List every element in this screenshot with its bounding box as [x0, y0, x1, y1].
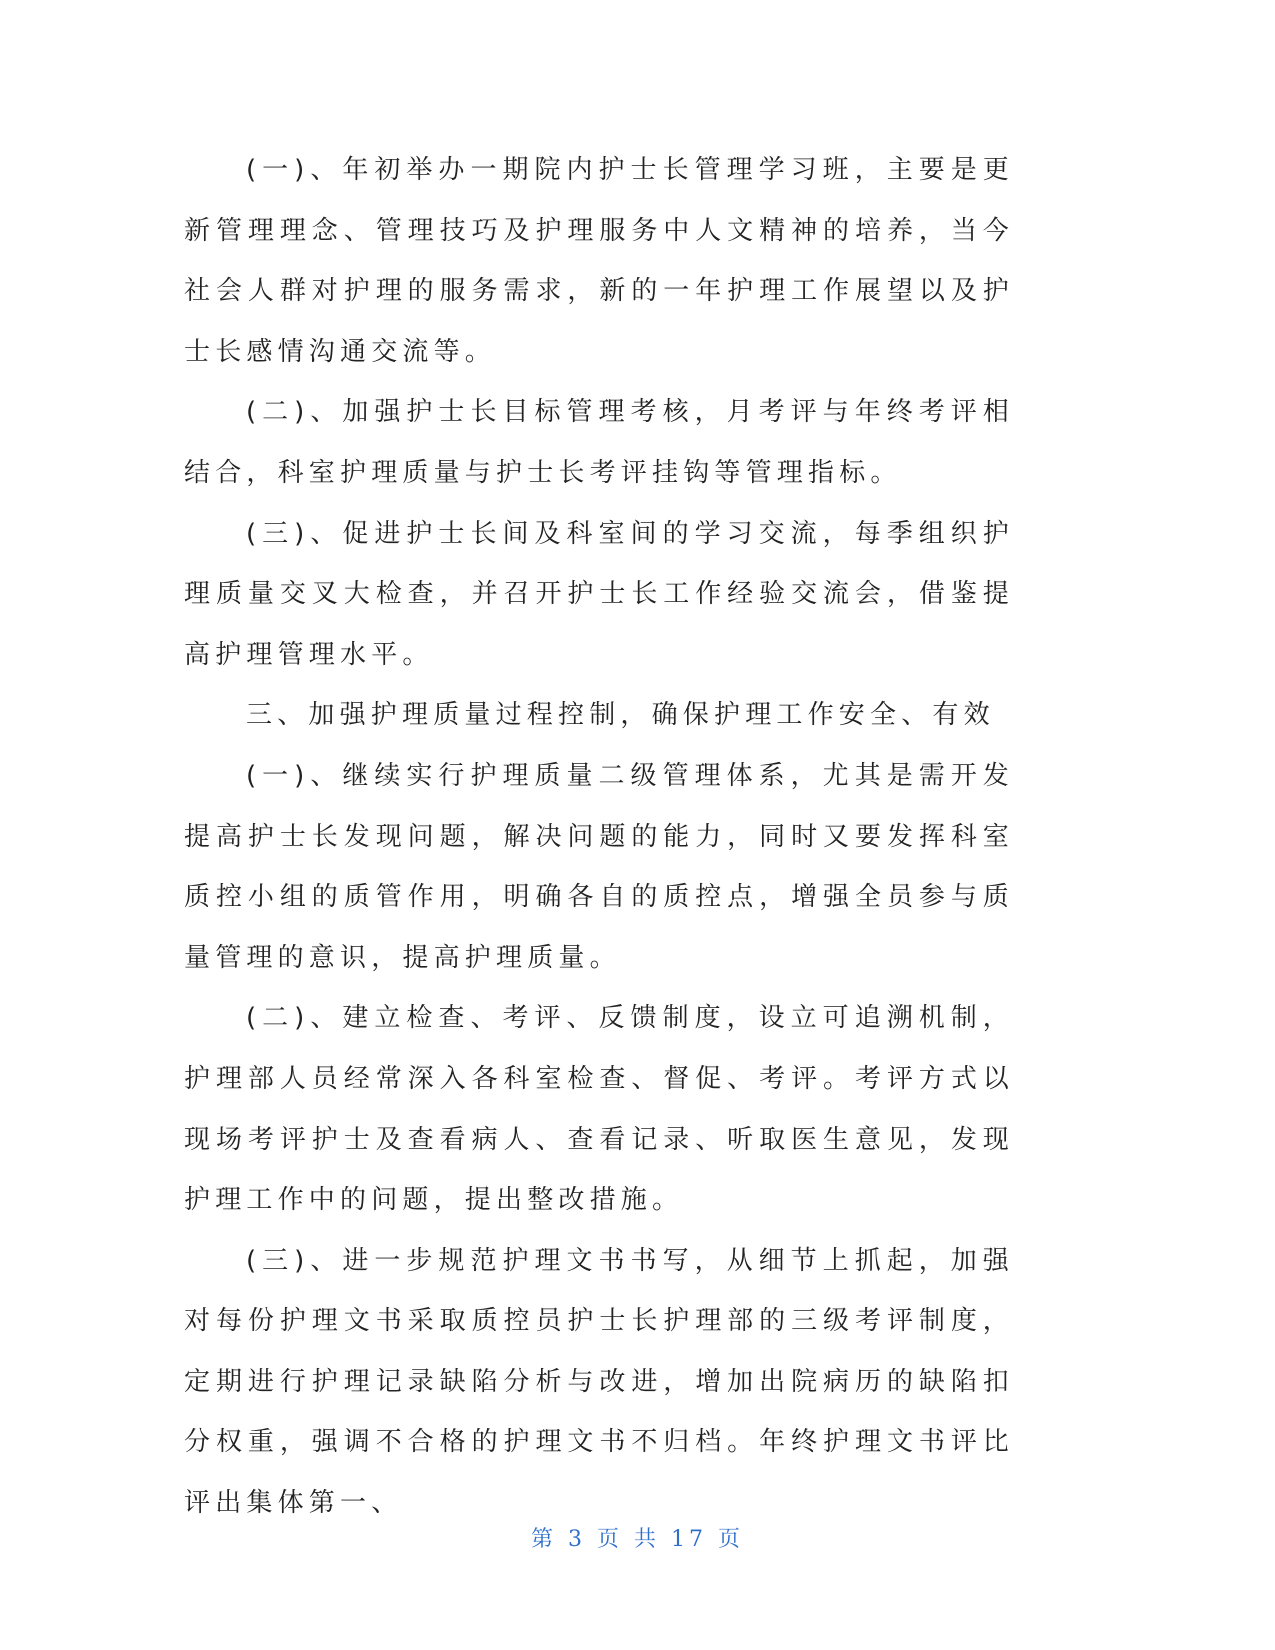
section-heading-3: 三、加强护理质量过程控制，确保护理工作安全、有效 — [246, 700, 995, 731]
page-number-label: 第 3 页 共 17 页 — [531, 1527, 744, 1552]
paragraph-6: (三)、进一步规范护理文书书写，从细节上抓起，加强对每份护理文书采取质控员护士长护理部的三级考评制度，定期进行护理记录缺陷分析与改进，增加出院病历的缺陷扣分权重，强调不合格的护理文书不归档。年终护理文书评比评出集体第一、 — [184, 1245, 1014, 1519]
paragraph-3: (三)、促进护士长间及科室间的学习交流，每季组织护理质量交叉大检查，并召开护士长工作经验交流会，借鉴提高护理管理水平。 — [184, 518, 1014, 670]
paragraph-2: (二)、加强护士长目标管理考核，月考评与年终考评相结合，科室护理质量与护士长考评挂钩等管理指标。 — [184, 397, 1014, 488]
document-body — [184, 140, 1014, 1534]
paragraph-4: (一)、继续实行护理质量二级管理体系，尤其是需开发提高护士长发现问题，解决问题的能力，同时又要发挥科室质控小组的质管作用，明确各自的质控点，增强全员参与质量管理的意识，提高护理质量。 — [184, 760, 1014, 973]
page-footer — [0, 1522, 1275, 1553]
paragraph-5: (二)、建立检查、考评、反馈制度，设立可追溯机制，护理部人员经常深入各科室检查、督促、考评。考评方式以现场考评护士及查看病人、查看记录、听取医生意见，发现护理工作中的问题，提出整改措施。 — [184, 1003, 1014, 1216]
paragraph-1: (一)、年初举办一期院内护士长管理学习班，主要是更新管理理念、管理技巧及护理服务中人文精神的培养，当今社会人群对护理的服务需求，新的一年护理工作展望以及护士长感情沟通交流等。 — [184, 155, 1014, 367]
